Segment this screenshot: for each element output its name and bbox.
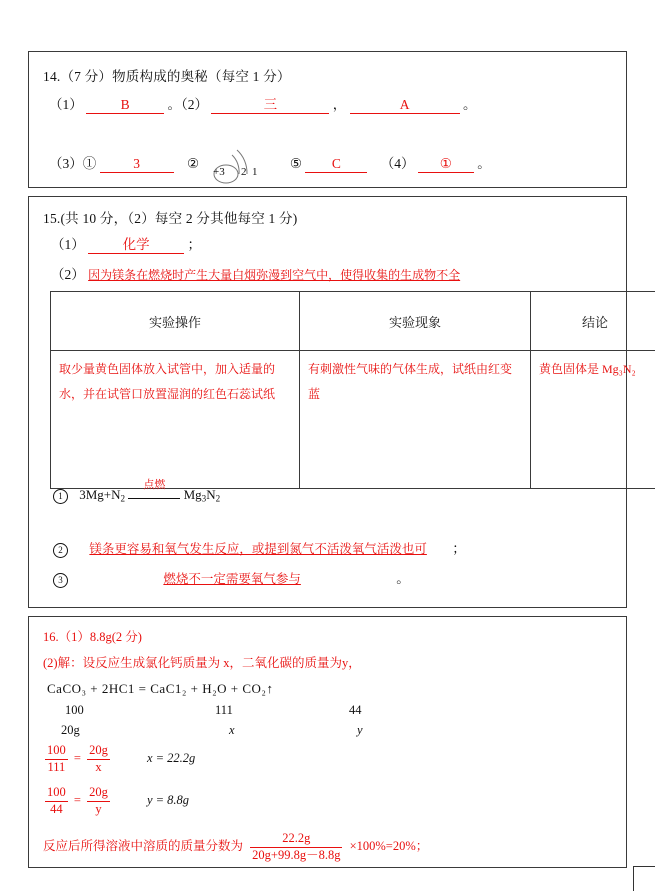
q14-answer-3: A: [350, 97, 460, 114]
chemical-equation-line: [53, 487, 220, 504]
equation-condition-arrow: [128, 489, 180, 499]
q14-r2-label: （3）①: [49, 156, 96, 171]
fraction-denominator: y: [87, 802, 110, 818]
q16-final-prefix: 反应后所得溶液中溶质的质量分数为: [43, 839, 243, 853]
q14-r2-end: 。: [477, 156, 491, 171]
q16-final-suffix: ×100%=20%；: [350, 839, 429, 853]
equation-number-1: 1: [53, 489, 68, 504]
q14-answer-1: B: [86, 97, 164, 114]
equation-condition-text: 点燃: [128, 476, 180, 492]
q16-line-1: 16.（1）8.8g(2 分): [43, 627, 142, 645]
q16-line-2: (2)解：设反应生成氯化钙质量为 x，二氧化碳的质量为y，: [43, 653, 361, 671]
question-15-line-4: [53, 567, 410, 588]
q14-mark-5: ⑤: [290, 156, 302, 171]
q15-l1-end: ；: [188, 237, 202, 252]
fraction-final: [250, 831, 342, 863]
q14-r1-end: 。: [463, 97, 477, 112]
eq-right-n: N: [206, 487, 215, 502]
fraction-20g-y: [87, 785, 110, 817]
q15-answer-4: 燃烧不一定需要氧气参与: [163, 572, 301, 586]
q16-given-x: x: [229, 723, 235, 738]
question-14-row-1: [49, 93, 477, 114]
q14-answer-6: ①: [418, 156, 474, 173]
q16-calc-row-2: $\frac{100}{44}$ = $\frac{20g}{y}$ y = 8.8g: [45, 785, 189, 817]
fraction-numerator: 22.2g: [250, 831, 342, 848]
q14-answer-4: 3: [100, 156, 174, 173]
eq-right-text: Mg: [184, 487, 202, 502]
eq-right-sub2: 2: [216, 493, 221, 503]
question-16-box: [28, 616, 627, 868]
question-15-line-3: [53, 537, 466, 558]
q14-mark-4: （4）: [381, 156, 415, 171]
q15-l1-label: （1）: [51, 237, 85, 252]
q15-l2-label: （2）: [51, 267, 85, 282]
fraction-numerator: 20g: [87, 743, 110, 760]
question-15-line-2: [51, 263, 460, 283]
q16-result-x: x = 22.2g: [147, 751, 195, 765]
q15-l4-end: 。: [396, 571, 410, 586]
fraction-denominator: 44: [45, 802, 68, 818]
question-15-box: [28, 196, 627, 608]
q14-r1-label: （1）: [49, 97, 83, 112]
fraction-numerator: 100: [45, 743, 68, 760]
q14-answer-5: C: [305, 156, 367, 173]
q14-r1-mid: 。（2）: [168, 97, 209, 112]
fraction-100-44: [45, 785, 68, 817]
answer-number-2: 2: [53, 543, 68, 558]
equation-left-side: [79, 487, 125, 502]
question-15-heading: 15.(共 10 分，（2）每空 2 分其他每空 1 分): [43, 207, 297, 227]
table-cell-phenomenon: 有刺激性气味的气体生成，试纸由红变蓝: [300, 351, 531, 489]
table-header-conclusion: 结论: [531, 292, 655, 351]
atom-structure-diagram: [209, 144, 281, 188]
table-cell-operation: 取少量黄色固体放入试管中，加入适量的水，并在试管口放置湿润的红色石蕊试纸: [51, 351, 300, 489]
table-header-row: [51, 292, 655, 351]
q15-answer-1: 化学: [88, 233, 184, 254]
question-14-heading: 14.（7 分）物质构成的奥秘（每空 1 分）: [43, 65, 291, 85]
atom-shell-2-count: 1: [252, 166, 258, 178]
fraction-denominator: x: [87, 760, 110, 776]
fraction-100-111: [45, 743, 68, 775]
q16-mass-111: 111: [215, 703, 233, 718]
table-header-operation: 实验操作: [51, 292, 300, 351]
q16-given-20g: 20g: [61, 723, 80, 738]
answer-number-3: 3: [53, 573, 68, 588]
eq-left-text: 3Mg+N: [79, 487, 120, 502]
fraction-denominator: 111: [45, 760, 68, 776]
fraction-denominator: 20g+99.8g－8.8g: [250, 848, 342, 864]
q16-chemical-equation: CaCO₃ + 2HC1 = CaC1₂ + H₂O + CO₂↑: [47, 681, 273, 697]
equation-right-side: [184, 487, 221, 502]
eq-right-sub1: 3: [202, 493, 207, 503]
q16-mass-100: 100: [65, 703, 84, 718]
table-cell-conclusion: 黄色固体是 Mg₃N₂: [531, 351, 655, 489]
q14-mark-2: ②: [187, 156, 199, 171]
page-corner-mark: [633, 866, 655, 891]
q15-answer-2: 因为镁条在燃烧时产生大量白烟弥漫到空气中，使得收集的生成物不全: [88, 268, 460, 282]
fraction-20g-x: [87, 743, 110, 775]
atom-nucleus-charge: +3: [213, 166, 225, 178]
atom-shell-1-count: 2: [241, 166, 247, 178]
table-header-phenomenon: 实验现象: [300, 292, 531, 351]
eq-left-sub: 2: [121, 493, 126, 503]
q14-answer-2: 三: [211, 93, 329, 114]
q14-r1-comma: ，: [333, 97, 347, 112]
fraction-numerator: 20g: [87, 785, 110, 802]
q16-result-y: y = 8.8g: [147, 793, 189, 807]
question-14-box: [28, 51, 627, 188]
q16-calc-row-1: $\frac{100}{111}$ = $\frac{20g}{x}$ x = 22.2g: [45, 743, 195, 775]
experiment-table: [50, 291, 655, 489]
q16-given-y: y: [357, 723, 363, 738]
q16-final-line: [43, 831, 428, 863]
q15-l3-end: ；: [452, 541, 466, 556]
fraction-numerator: 100: [45, 785, 68, 802]
question-15-line-1: [51, 233, 201, 254]
q16-mass-44: 44: [349, 703, 362, 718]
q15-answer-3: 镁条更容易和氧气发生反应，或提到氮气不活泼氧气活泼也可: [89, 542, 427, 556]
table-row: [51, 351, 655, 489]
